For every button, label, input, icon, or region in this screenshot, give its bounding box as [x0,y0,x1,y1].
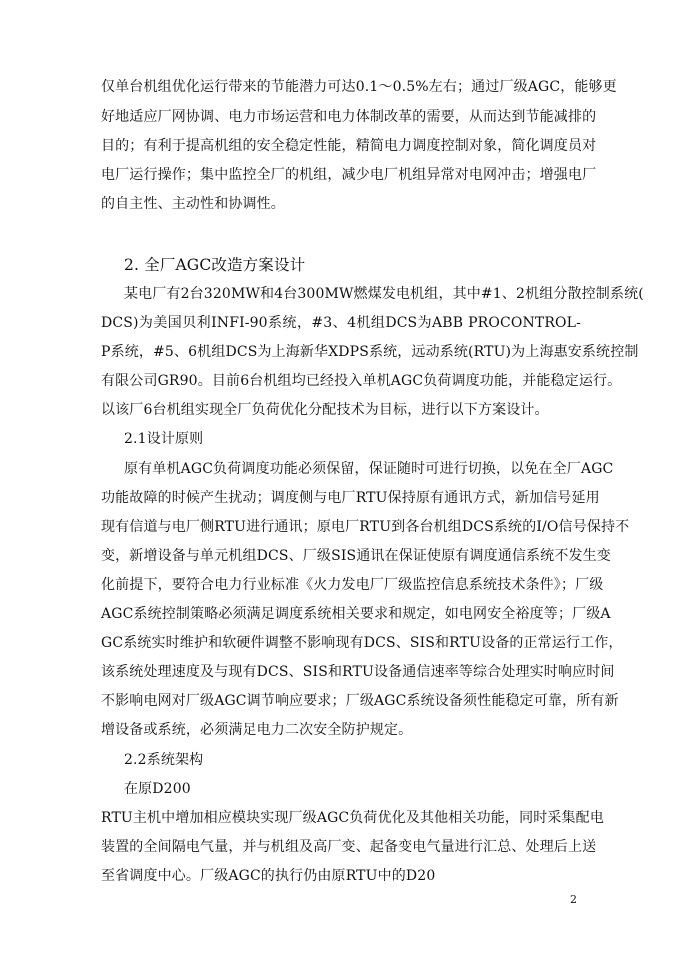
section-2-2-line-2: RTU主机中增加相应模块实现厂级AGC负荷优化及其他相关功能，同时采集配电 [101,810,604,826]
section-2-1-line-4: 变，新增设备与单元机组DCS、厂级SIS通讯在保证使原有调度通信系统不发生变 [101,548,611,564]
section-2-2-heading: 2.2系统架构 [124,752,204,768]
section-2-line-4: 有限公司GR90。目前6台机组均已经投入单机AGC负荷调度功能，并能稳定运行。 [101,373,622,389]
intro-line-5: 的自主性、主动性和协调性。 [101,196,285,212]
section-2-line-5: 以该厂6台机组实现全厂负荷优化分配技术为目标，进行以下方案设计。 [101,402,549,418]
section-2-heading: 2. 全厂AGC改造方案设计 [124,256,306,274]
section-2-1-heading: 2.1设计原则 [124,431,204,447]
section-2-line-2: DCS)为美国贝利INFI-90系统，#3、4机组DCS为ABB PROCONTROL- [101,315,581,331]
section-2-1-line-5: 化前提下，要符合电力行业标准《火力发电厂厂级监控信息系统技术条件》；厂级 [101,577,604,593]
intro-line-2: 好地适应厂网协调、电力市场运营和电力体制改革的需要，从而达到节能减排的 [101,109,597,125]
intro-line-1: 仅单台机组优化运行带来的节能潜力可达0.1～0.5%左右；通过厂级AGC，能够更 [101,79,617,95]
section-2-1-line-9: 不影响电网对厂级AGC调节响应要求；厂级AGC系统设备须性能稳定可靠，所有新 [101,693,619,709]
section-2-2-line-3: 装置的全间隔电气量，并与机组及高厂变、起备变电气量进行汇总、处理后上送 [101,839,597,855]
section-2-1-line-8: 该系统处理速度及与现有DCS、SIS和RTU设备通信速率等综合处理实时响应时间 [101,664,615,680]
section-2-1-line-2: 功能故障的时候产生扰动；调度侧与电厂RTU保持原有通讯方式，新加信号延用 [101,490,600,506]
section-2-2-line-1: 在原D200 [124,781,191,797]
intro-line-4: 电厂运行操作；集中监控全厂的机组，减少电厂机组异常对电网冲击；增强电厂 [101,167,597,183]
section-2-1-line-1: 原有单机AGC负荷调度功能必须保留，保证随时可进行切换，以免在全厂AGC [124,461,614,477]
section-2-1-line-10: 增设备或系统，必须满足电力二次安全防护规定。 [101,722,413,738]
section-2-1-line-7: GC系统实时维护和软硬件调整不影响现有DCS、SIS和RTU设备的正常运行工作， [101,635,623,651]
intro-line-3: 目的；有利于提高机组的安全稳定性能，精简电力调度控制对象，简化调度员对 [101,138,597,154]
section-2-line-1: 某电厂有2台320MW和4台300MW燃煤发电机组，其中#1、2机组分散控制系统( [124,286,644,302]
section-2-1-line-3: 现有信道与电厂侧RTU进行通讯；原电厂RTU到各台机组DCS系统的I/O信号保持不 [101,519,630,535]
page-number: 2 [570,893,577,906]
section-2-1-line-6: AGC系统控制策略必须满足调度系统相关要求和规定，如电网安全裕度等；厂级A [101,606,611,622]
section-2-2-line-4: 至省调度中心。厂级AGC的执行仍由原RTU中的D20 [101,868,436,884]
section-2-line-3: P系统，#5、6机组DCS为上海新华XDPS系统，远动系统(RTU)为上海惠安系统控制 [101,344,639,360]
